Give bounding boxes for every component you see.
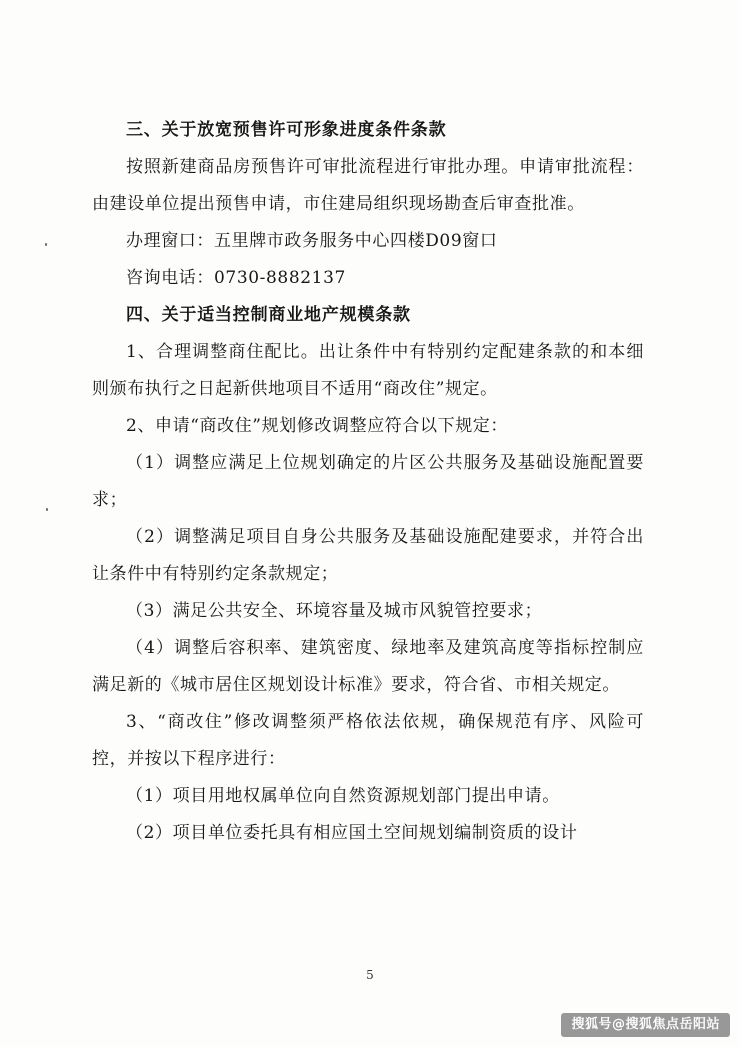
scan-speck	[45, 243, 47, 246]
paragraph: 2、申请“商改住”规划修改调整应符合以下规定：	[126, 416, 508, 436]
paragraph: 3、“商改住”修改调整须严格依法依规，确保规范有序、风险可控，并按以下程序进行：	[92, 712, 644, 769]
paragraph: 办理窗口：五里牌市政务服务中心四楼D09窗口	[126, 231, 498, 251]
paragraph: 1、合理调整商住配比。出让条件中有特别约定配建条款的和本细则颁布执行之日起新供地项目不适用“商改住”规定。	[92, 342, 644, 399]
document-body	[92, 112, 644, 852]
paragraph: （2）调整满足项目自身公共服务及基础设施配建要求，并符合出让条件中有特别约定条款规定；	[92, 527, 644, 584]
page-number: 5	[366, 968, 374, 982]
paragraph: （1）调整应满足上位规划确定的片区公共服务及基础设施配置要求；	[92, 453, 644, 510]
paragraph: （1）项目用地权属单位向自然资源规划部门提出申请。	[126, 786, 560, 806]
scan-speck	[46, 508, 48, 511]
paragraph: 咨询电话：0730-8882137	[126, 268, 346, 288]
paragraph: 按照新建商品房预售许可审批流程进行审批办理。申请审批流程：由建设单位提出预售申请，市住建局组织现场勘查后审查批准。	[92, 157, 644, 214]
section-heading: 四、关于适当控制商业地产规模条款	[126, 305, 411, 325]
section-heading: 三、关于放宽预售许可形象进度条件条款	[126, 120, 447, 140]
paragraph: （3）满足公共安全、环境容量及城市风貌管控要求；	[126, 601, 543, 621]
paragraph: （2）项目单位委托具有相应国土空间规划编制资质的设计	[126, 823, 578, 843]
watermark: 搜狐号@搜狐焦点岳阳站	[561, 1013, 730, 1037]
paragraph: （4）调整后容积率、建筑密度、绿地率及建筑高度等指标控制应满足新的《城市居住区规划设计标准》要求，符合省、市相关规定。	[92, 638, 644, 695]
